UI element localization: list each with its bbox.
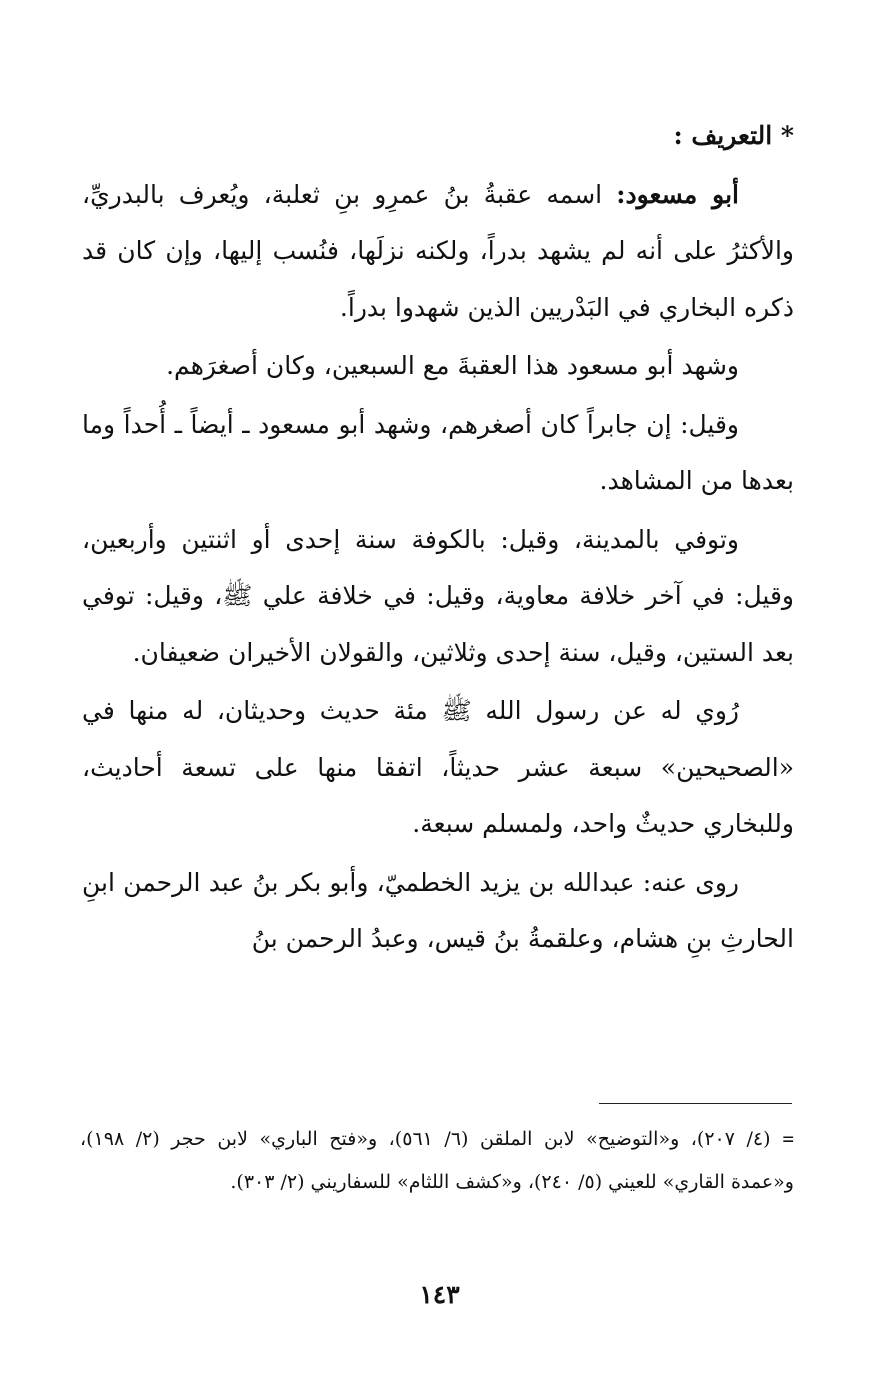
paragraph-text: روى عنه: عبدالله بن يزيد الخطميّ، وأبو بكر بنُ عبد الرحمن ابنِ الحارثِ بنِ هشام، وعلقمةُ بنُ قيس، وعبدُ الرحمن بنُ xyxy=(82,867,794,953)
paragraph-text: رُوي له عن رسول الله ﷺ مئة حديث وحديثان، له منها في «الصحيحين» سبعة عشر حديثاً، اتفقا منها على تسعة أحاديث، وللبخاري حديثٌ واحد، ولمسلم سبعة. xyxy=(82,696,794,838)
paragraph-text: وقيل: إن جابراً كان أصغرهم، وشهد أبو مسعود ـ أيضاً ـ أُحداً وما بعدها من المشاهد. xyxy=(82,409,794,495)
footnote-continuation-marker: = xyxy=(782,1128,794,1150)
paragraph-text: وتوفي بالمدينة، وقيل: بالكوفة سنة إحدى أو اثنتين وأربعين، وقيل: في آخر خلافة معاوية، وقيل: في خلافة علي ﷺ، وقيل: توفي بعد الستين، وقيل، سنة إحدى وثلاثين، والقولان الأخيران ضعيفان. xyxy=(82,524,795,667)
paragraph-1 xyxy=(82,167,794,337)
paragraph-5 xyxy=(82,683,794,853)
paragraph-text: اسمه عقبةُ بنُ عمرِو بنِ ثعلبة، ويُعرف بالبدريِّ، والأكثرُ على أنه لم يشهد بدراً، ولكنه نزلَها، فنُسب إليها، وإن كان قد ذكره البخاري في البَدْريين الذين شهدوا بدراً. xyxy=(82,179,794,322)
page-number: ١٤٣ xyxy=(419,1280,460,1309)
footnote-text: (٤/ ٢٠٧)، و«التوضيح» لابن الملقن (٦/ ٥٦١)، و«فتح الباري» لابن حجر (٢/ ١٩٨)، و«عمدة القاري» للعيني (٥/ ٢٤٠)، و«كشف اللثام» للسفاريني (٢/ ٣٠٣). xyxy=(80,1128,794,1193)
paragraph-6 xyxy=(82,855,794,968)
paragraph-lead: أبو مسعود: xyxy=(616,179,739,209)
paragraph-3 xyxy=(82,397,794,510)
main-text xyxy=(82,108,794,970)
paragraph-text: وشهد أبو مسعود هذا العقبةَ مع السبعين، وكان أصغرَهم. xyxy=(166,351,739,380)
paragraph-2 xyxy=(82,338,794,395)
footnote xyxy=(80,1118,794,1204)
footnote-divider xyxy=(599,1103,792,1104)
paragraph-4 xyxy=(82,512,794,682)
section-heading: * التعريف : xyxy=(673,121,794,150)
